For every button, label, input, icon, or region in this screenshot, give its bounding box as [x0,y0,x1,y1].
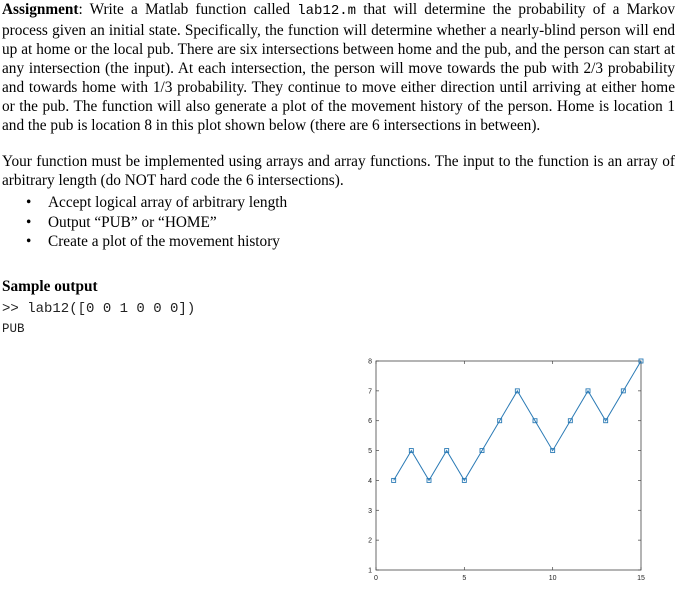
y-tick-label: 4 [368,477,372,485]
sample-output-heading: Sample output [2,278,98,295]
requirements-paragraph: Your function must be implemented using arrays and array functions. The input to the function is an array of arbitrary length (do NOT hard code the 6 intersections). [2,153,675,189]
movement-history-plot [358,352,658,587]
list-item-text: Output “PUB” or “HOME” [48,213,217,231]
x-tick-label: 15 [637,575,645,582]
assignment-text-1: : Write a Matlab function called [78,1,298,18]
y-tick-label: 7 [368,388,372,396]
assignment-paragraph [2,0,675,135]
plot-frame [376,361,641,570]
bullet-icon: • [26,233,32,250]
requirements-list [26,193,287,252]
y-tick-label: 5 [368,448,372,456]
x-tick-label: 10 [548,575,557,582]
y-tick-label: 2 [368,537,372,545]
y-tick-label: 8 [368,358,372,366]
bullet-icon: • [26,194,32,211]
list-item [26,193,287,213]
sample-result: PUB [2,322,25,336]
list-item-text: Create a plot of the movement history [48,233,280,250]
list-item-text: Accept logical array of arbitrary length [48,194,288,211]
y-tick-label: 3 [368,507,372,515]
sample-command: >> lab12([0 0 1 0 0 0]) [2,301,196,317]
filename-code: lab12.m [297,3,357,19]
x-tick-label: 0 [374,575,378,582]
list-item [26,232,287,252]
x-tick-label: 5 [462,575,467,582]
assignment-text-2: that will determine the probability of a Markov process given an initial state. Specifically, the function will determine whether a nearly-blind person will end up at home or the local pub. There are six intersections between home and the pub, and the person can start at any intersection (the input). At each intersection, the person will move towards the pub with 2/3 probability and towards home with 1/3 probability. They continue to move either direction until arriving at either home or the pub. The function will also generate a plot of the movement history of the person. Home is location 1 and the pub is location 8 in this plot shown below (there are 6 intersections in between). [2,1,675,134]
y-tick-label: 1 [368,567,372,575]
bullet-icon: • [26,213,32,231]
list-item [26,213,287,233]
y-tick-label: 6 [368,418,372,426]
assignment-label: Assignment [2,1,79,18]
